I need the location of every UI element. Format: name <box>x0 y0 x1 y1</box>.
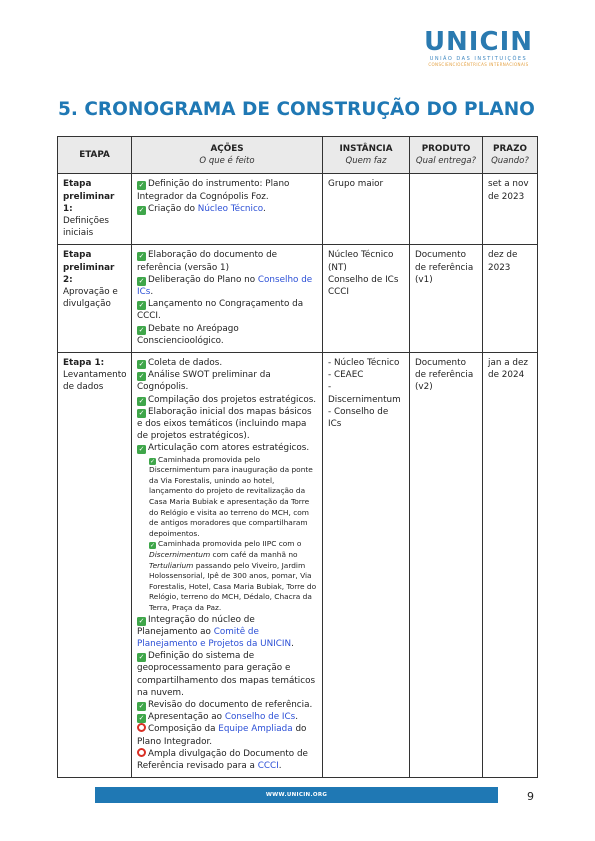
produto-cell <box>410 174 483 245</box>
acoes-cell: ✓ Definição do instrumento: Plano Integrador da Cognópolis Foz. ✓ Criação do Núcleo Técnico. <box>132 174 323 245</box>
header-etapa: ETAPA <box>58 137 132 174</box>
logo-wordmark: UNICIN <box>423 27 533 57</box>
table-row <box>58 174 538 245</box>
acoes-cell: ✓ Coleta de dados. ✓ Análise SWOT preliminar da Cognópolis. ✓ Compilação dos projetos estratégicos. ✓ Elaboração inicial dos mapas básicos e dos eixos temáticos (incluindo mapa de projetos estratégicos). ✓ Articulação com atores estratégicos. ✓ Caminhada promovida pelo Discernimentum para inauguração da ponte da Via Forestalis, unindo ao hotel, lançamento do projeto de revitalização da Casa Maria Bubiak e apresentação da Torre do Relógio e visita ao terreno do MCH, com de antigos moradores que compartilharam depoimentos. ✓ Caminhada promovida pelo IIPC com o Discernimentum com café da manhã no Tertuliarium passando pelo Viveiro, Jardim Holossensorial, Ipê de 300 anos, pomar, Via Forestalis, Hotel, Casa Maria Bubiak, Torre do Relógio, terreno do MCH, Dédalo, Chacra da Terra, Praça da Paz. ✓ Integração do núcleo de Planejamento ao Comitê de Planejamento e Projetos da UNICIN. ✓ Definição do sistema de geoprocessamento para geração e compartilhamento dos mapas temáticos na nuvem. ✓ Revisão do documento de referência. ✓ Apresentação ao Conselho de ICs. Composição da Equipe Ampliada do Plano Integrador. Ampla divulgação do Documento de Referência revisado para a CCCI. <box>132 353 323 778</box>
checkmark-icon: ✓ <box>138 301 145 310</box>
unicin-logo <box>424 28 533 67</box>
header-prazo: PRAZO Quando? <box>483 137 538 174</box>
table-row <box>58 245 538 353</box>
footer-url[interactable]: WWW.UNICIN.ORG <box>265 792 328 798</box>
link-conselho-de-ics[interactable]: Conselho de ICs <box>137 274 313 298</box>
instancia-cell: Núcleo Técnico (NT) Conselho de ICs CCCI <box>323 245 410 353</box>
header-instancia: INSTÂNCIA Quem faz <box>323 137 410 174</box>
prazo-cell: set a nov de 2023 <box>483 174 538 245</box>
link-equipe-ampliada[interactable]: Equipe Ampliada <box>218 724 293 735</box>
table-row <box>58 353 538 778</box>
etapa-cell: Etapa 1: Levantamento de dados <box>58 353 132 778</box>
produto-cell: Documento de referência (v1) <box>410 245 483 353</box>
sub-item: ✓ Caminhada promovida pelo Discernimentum para inauguração da ponte da Via Forestalis, unindo ao hotel, lançamento do projeto de revitalização da Casa Maria Bubiak e apresentação da Torre do Relógio e visita ao terreno do MCH, com de antigos moradores que compartilharam depoimentos. <box>149 454 313 538</box>
instancia-cell: Grupo maior <box>323 174 410 245</box>
section-title: 5. CRONOGRAMA DE CONSTRUÇÃO DO PLANO <box>58 99 535 120</box>
checkmark-icon: ✓ <box>138 181 145 190</box>
link-comite-planejamento[interactable]: Comitê de Planejamento e Projetos da UNICIN <box>137 626 292 649</box>
schedule-table <box>57 136 538 778</box>
page-number: 9 <box>527 790 534 803</box>
checkmark-icon: ✓ <box>138 325 145 334</box>
checkmark-icon: ✓ <box>138 653 145 662</box>
acoes-cell: ✓ Elaboração do documento de referência (versão 1) ✓ Deliberação do Plano no Conselho de ICs. ✓ Lançamento no Congraçamento da CCCI. ✓ Debate no Areópago Consciencioológico. <box>132 245 323 353</box>
instancia-cell: - Núcleo Técnico - CEAEC - Discernimentum - Conselho de ICs <box>323 353 410 778</box>
checkmark-icon: ✓ <box>149 542 156 550</box>
checkmark-icon: ✓ <box>138 276 145 285</box>
sub-item: ✓ Caminhada promovida pelo IIPC com o Discernimentum com café da manhã no Tertuliarium passando pelo Viveiro, Jardim Holossensorial, Ipê de 300 anos, pomar, Via Forestalis, Hotel, Casa Maria Bubiak, Torre do Relógio, terreno do MCH, Dédalo, Chacra da Terra, Praça da Paz. <box>149 539 317 612</box>
etapa-cell: Etapa preliminar 2: Aprovação e divulgação <box>58 245 132 353</box>
logo-tagline-1: UNIÃO DAS INSTITUIÇÕES <box>429 56 528 62</box>
checkmark-icon: ✓ <box>138 360 145 369</box>
checkmark-icon: ✓ <box>138 252 145 261</box>
link-nucleo-tecnico[interactable]: Núcleo Técnico <box>197 203 264 214</box>
checkmark-icon: ✓ <box>138 445 145 454</box>
checkmark-icon: ✓ <box>138 408 145 417</box>
produto-cell: Documento de referência (v2) <box>410 353 483 778</box>
checkmark-icon: ✓ <box>138 616 145 625</box>
etapa-cell: Etapa preliminar 1: Definições iniciais <box>58 174 132 245</box>
link-conselho-de-ics[interactable]: Conselho de ICs <box>224 712 296 723</box>
checkmark-icon: ✓ <box>138 396 145 405</box>
circle-icon <box>137 723 146 732</box>
link-ccci[interactable]: CCCI <box>257 761 279 772</box>
prazo-cell: jan a dez de 2024 <box>483 353 538 778</box>
header-produto: PRODUTO Qual entrega? <box>410 137 483 174</box>
header-acoes: AÇÕES O que é feito <box>132 137 323 174</box>
table-header-row <box>58 137 538 174</box>
checkmark-icon: ✓ <box>138 702 145 710</box>
checkmark-icon: ✓ <box>138 205 145 214</box>
checkmark-icon: ✓ <box>138 372 145 381</box>
checkmark-icon: ✓ <box>149 457 156 465</box>
checkmark-icon: ✓ <box>138 714 145 723</box>
circle-icon <box>137 748 146 757</box>
logo-tagline-2: CONSCIENCIOCÊNTRICAS INTERNACIONAIS <box>428 62 529 67</box>
prazo-cell: dez de 2023 <box>483 245 538 353</box>
footer-bar <box>95 787 498 803</box>
